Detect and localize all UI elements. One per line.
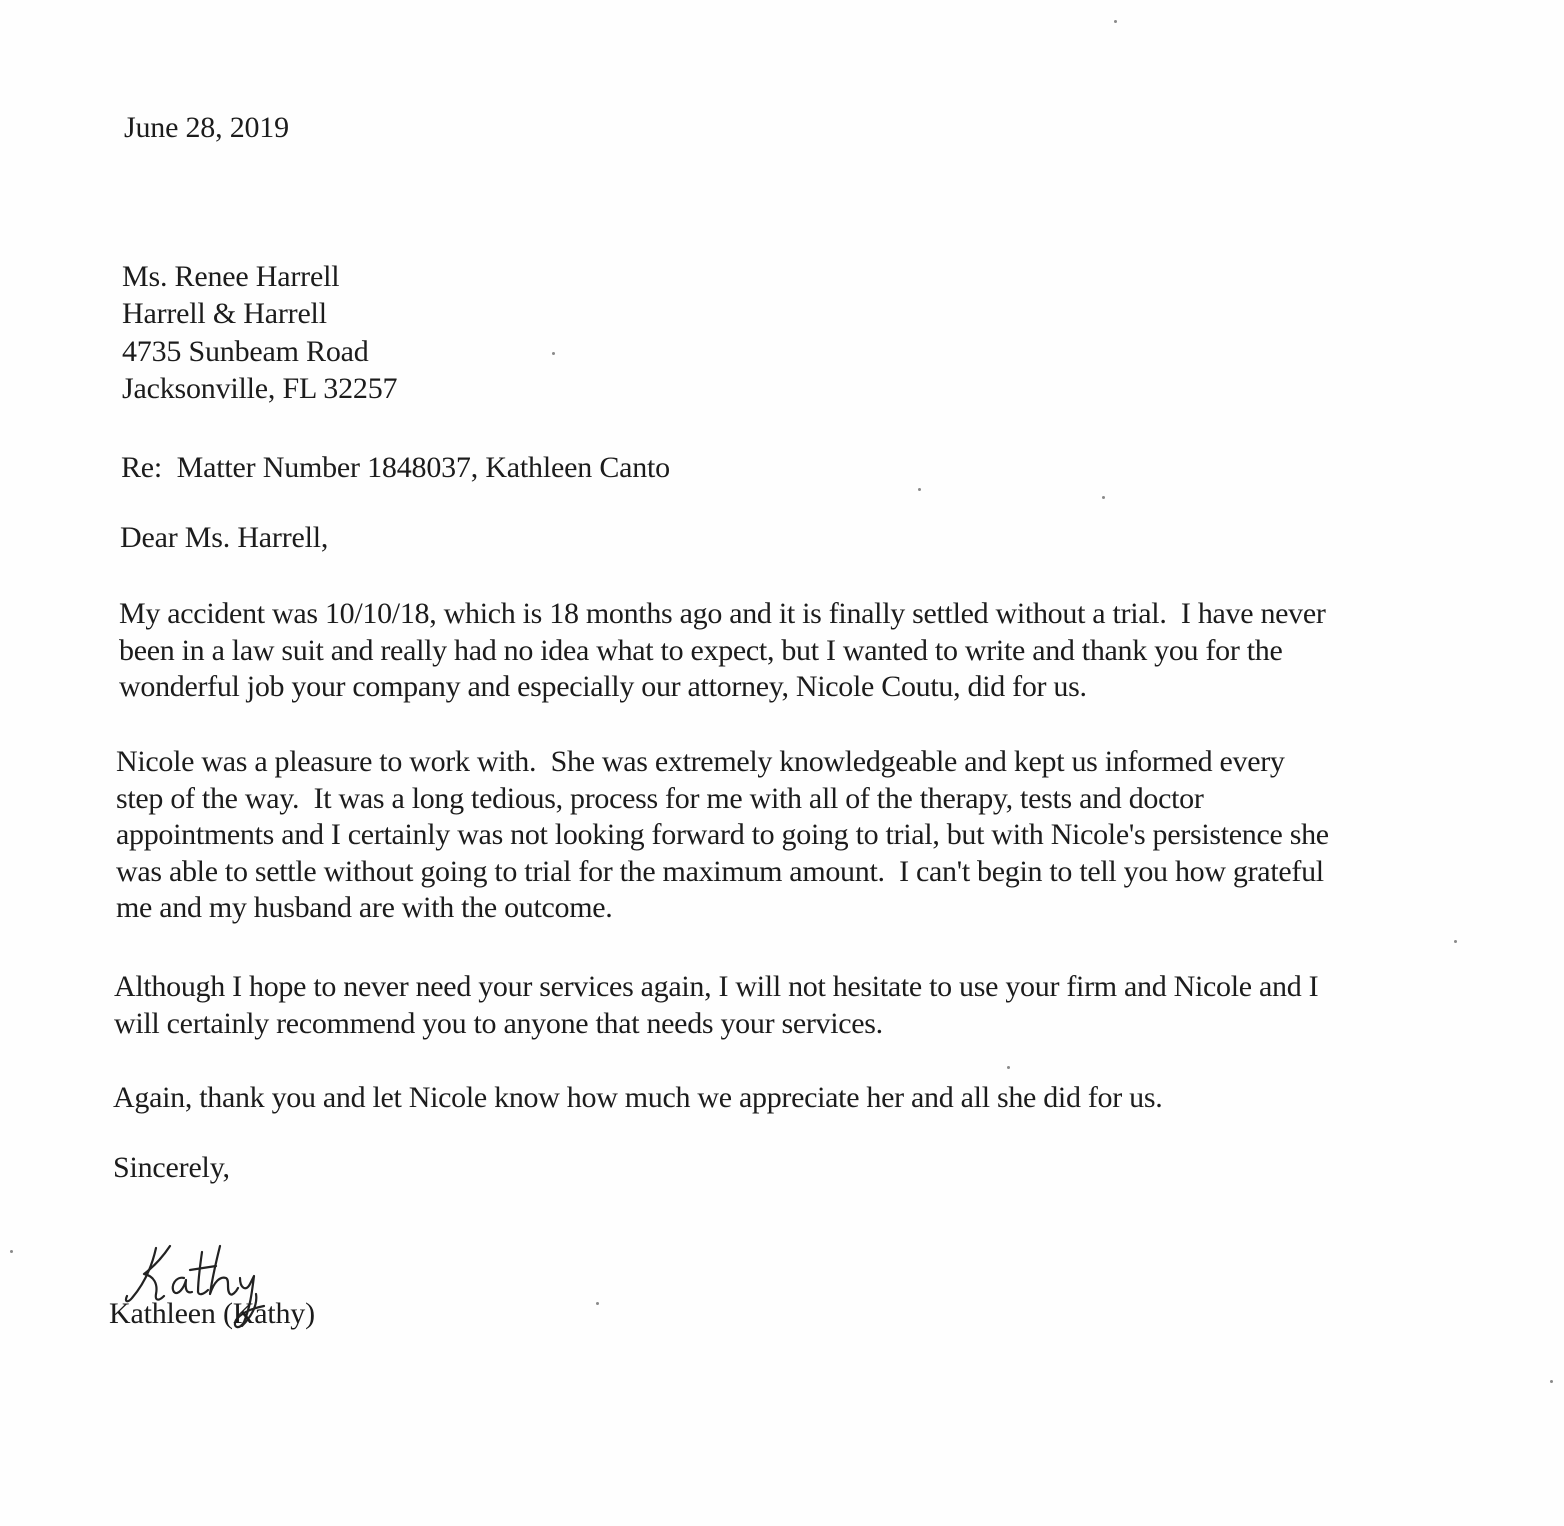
scan-speck [1007,1066,1010,1069]
scan-speck [1114,20,1117,23]
salutation: Dear Ms. Harrell, [120,521,329,554]
paragraph-line: My accident was 10/10/18, which is 18 months ago and it is finally settled without a trial. I have never [119,597,1326,630]
recipient-city-state-zip: Jacksonville, FL 32257 [122,372,398,405]
scan-speck [1550,1380,1553,1383]
signer-name: Kathleen (Kathy) [109,1297,315,1330]
recipient-street: 4735 Sunbeam Road [122,335,369,368]
body-paragraph-2 [116,744,1329,927]
paragraph-line: was able to settle without going to trial for the maximum amount. I can't begin to tell you how grateful [116,854,1324,888]
letter-date: June 28, 2019 [124,111,289,144]
paragraph-line: appointments and I certainly was not looking forward to going to trial, but with Nicole's persistence she [116,818,1329,851]
body-paragraph-3 [114,969,1318,1042]
body-paragraph-1 [119,596,1326,706]
paragraph-line: step of the way. It was a long tedious, process for me with all of the therapy, tests and doctor [116,781,1204,815]
paragraph-line: Again, thank you and let Nicole know how much we appreciate her and all she did for us. [113,1081,1163,1114]
closing: Sincerely, [113,1151,230,1184]
paragraph-line: will certainly recommend you to anyone that needs your services. [114,1006,883,1040]
paragraph-line: Nicole was a pleasure to work with. She was extremely knowledgeable and kept us informed every [116,745,1285,778]
scan-speck [918,488,921,491]
body-paragraph-4 [113,1080,1162,1117]
recipient-name: Ms. Renee Harrell [122,260,340,293]
recipient-firm: Harrell & Harrell [122,297,327,330]
re-line: Re: Matter Number 1848037, Kathleen Canto [121,451,670,484]
scan-speck [596,1302,599,1305]
paragraph-line: wonderful job your company and especially our attorney, Nicole Coutu, did for us. [119,670,1087,703]
scan-speck [1454,940,1457,943]
paragraph-line: Although I hope to never need your services again, I will not hesitate to use your firm and Nicole and I [114,970,1319,1003]
paragraph-line: me and my husband are with the outcome. [116,891,613,924]
scan-speck [552,352,555,355]
paragraph-line: been in a law suit and really had no idea what to expect, but I wanted to write and thank you for the [119,633,1283,667]
scan-speck [10,1250,13,1253]
scan-speck [1102,496,1105,499]
